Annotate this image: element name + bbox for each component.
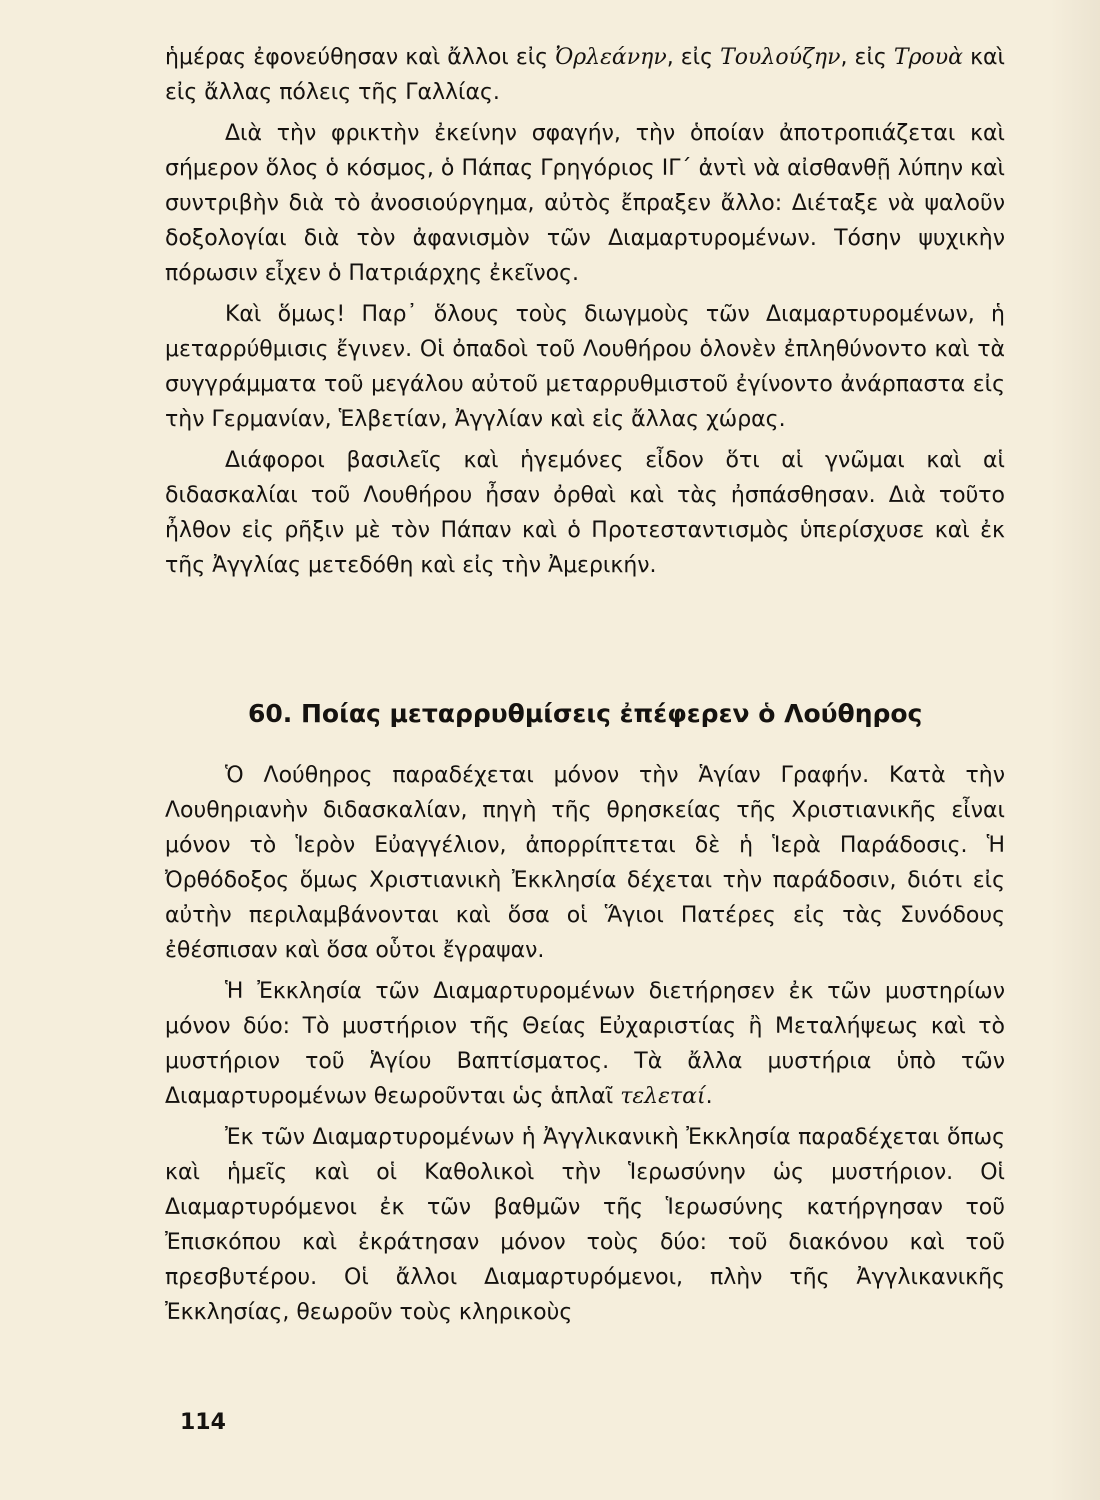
section-text — [165, 758, 1005, 1336]
paragraph: Ἐκ τῶν Διαμαρτυρομένων ἡ Ἀγγλικανικὴ Ἐκκλησία παραδέχεται ὅπως καὶ ἡμεῖς καὶ οἱ Καθολικοὶ τὴν Ἱερωσύνην ὡς μυστήριον. Οἱ Διαμαρτυρόμενοι ἐκ τῶν βαθμῶν τῆς Ἱερωσύνης κατήργησαν τοῦ Ἐπισκόπου καὶ ἐκράτησαν μόνον τοὺς δύο: τοῦ διακόνου καὶ τοῦ πρεσβυτέρου. Οἱ ἄλλοι Διαμαρτυρόμενοι, πλὴν τῆς Ἀγγλικανικῆς Ἐκκλησίας, θεωροῦν τοὺς κληρικοὺς — [165, 1125, 1005, 1325]
paragraph: Ὁ Λούθηρος παραδέχεται μόνον τὴν Ἁγίαν Γραφήν. Κατὰ τὴν Λουθηριανὴν διδασκαλίαν, πηγὴ τῆς θρησκείας τῆς Χριστιανικῆς εἶναι μόνον τὸ Ἱερὸν Εὐαγγέλιον, ἀπορρίπτεται δὲ ἡ Ἱερὰ Παράδοσις. Ἡ Ὀρθόδοξος ὅμως Χριστιανικὴ Ἐκκλησία δέχεται τὴν παράδοσιν, διότι εἰς αὐτὴν περιλαμβάνονται καὶ ὅσα οἱ Ἅγιοι Πατέρες εἰς τὰς Συνόδους ἐθέσπισαν καὶ ὅσα οὗτοι ἔγραψαν. — [165, 763, 1005, 963]
text-run: , εἰς — [666, 45, 721, 70]
italic-place-name: Ὀρλεάνην — [555, 45, 667, 70]
text-run: καὶ εἰς ἄλλας πόλεις τῆς Γαλλίας. — [165, 45, 1005, 105]
paragraph — [165, 974, 1005, 1114]
paragraph: Καὶ ὅμως! Παρ᾽ ὅλους τοὺς διωγμοὺς τῶν Διαμαρτυρομένων, ἡ μεταρρύθμισις ἔγινεν. Οἱ ὀπαδοὶ τοῦ Λουθήρου ὁλονὲν ἐπληθύνοντο καὶ τὰ συγγράμματα τοῦ μεγάλου αὐτοῦ μεταρρυθμιστοῦ ἐγίνοντο ἀνάρπαστα εἰς τὴν Γερμανίαν, Ἑλβετίαν, Ἀγγλίαν καὶ εἰς ἄλλας χώρας. — [165, 302, 1005, 432]
page-edge-shadow — [1050, 0, 1100, 1500]
italic-place-name: Τρουὰ — [893, 45, 963, 70]
continuation-text — [165, 40, 1005, 589]
italic-place-name: Τουλούζην — [720, 45, 841, 70]
paragraph: Διὰ τὴν φρικτὴν ἐκείνην σφαγήν, τὴν ὁποίαν ἀποτροπιάζεται καὶ σήμερον ὅλος ὁ κόσμος, ὁ Πάπας Γρηγόριος ΙΓ΄ ἀντὶ νὰ αἰσθανθῇ λύπην καὶ συντριβὴν διὰ τὸ ἀνοσιούργημα, αὐτὸς ἔπραξεν ἄλλο: Διέταξε νὰ ψαλοῦν δοξολογίαι διὰ τὸν ἀφανισμὸν τῶν Διαμαρτυρομένων. Τόσην ψυχικὴν πόρωσιν εἶχεν ὁ Πατριάρχης ἐκεῖνος. — [165, 121, 1005, 286]
paragraph: Διάφοροι βασιλεῖς καὶ ἡγεμόνες εἶδον ὅτι αἱ γνῶμαι καὶ αἱ διδασκαλίαι τοῦ Λουθήρου ἦσαν ὀρθαὶ καὶ τὰς ἠσπάσθησαν. Διὰ τοῦτο ἦλθον εἰς ρῆξιν μὲ τὸν Πάπαν καὶ ὁ Προτεσταντισμὸς ὑπερίσχυσε καὶ ἐκ τῆς Ἀγγλίας μετεδόθη καὶ εἰς τὴν Ἀμερικήν. — [165, 448, 1005, 578]
text-run: . — [705, 1084, 713, 1109]
section-heading: 60. Ποίας μεταρρυθμίσεις ἐπέφερεν ὁ Λούθηρος — [248, 699, 923, 728]
text-run: , εἰς — [840, 45, 894, 70]
paragraph — [165, 40, 1005, 110]
text-run: ἡμέρας ἐφονεύθησαν καὶ ἄλλοι εἰς — [165, 45, 556, 70]
text-run: Ἡ Ἐκκλησία τῶν Διαμαρτυρομένων διετήρησεν ἐκ τῶν μυστηρίων μόνον δύο: Τὸ μυστήριον τῆς Θείας Εὐχαριστίας ἢ Μεταλήψεως καὶ τὸ μυστήριον τοῦ Ἁγίου Βαπτίσματος. Τὰ ἄλλα μυστήρια ὑπὸ τῶν Διαμαρτυρομένων θεωροῦνται ὡς ἁπλαῖ — [165, 979, 1005, 1109]
italic-term: τελεταί — [620, 1084, 706, 1109]
page-number: 114 — [180, 1410, 226, 1435]
